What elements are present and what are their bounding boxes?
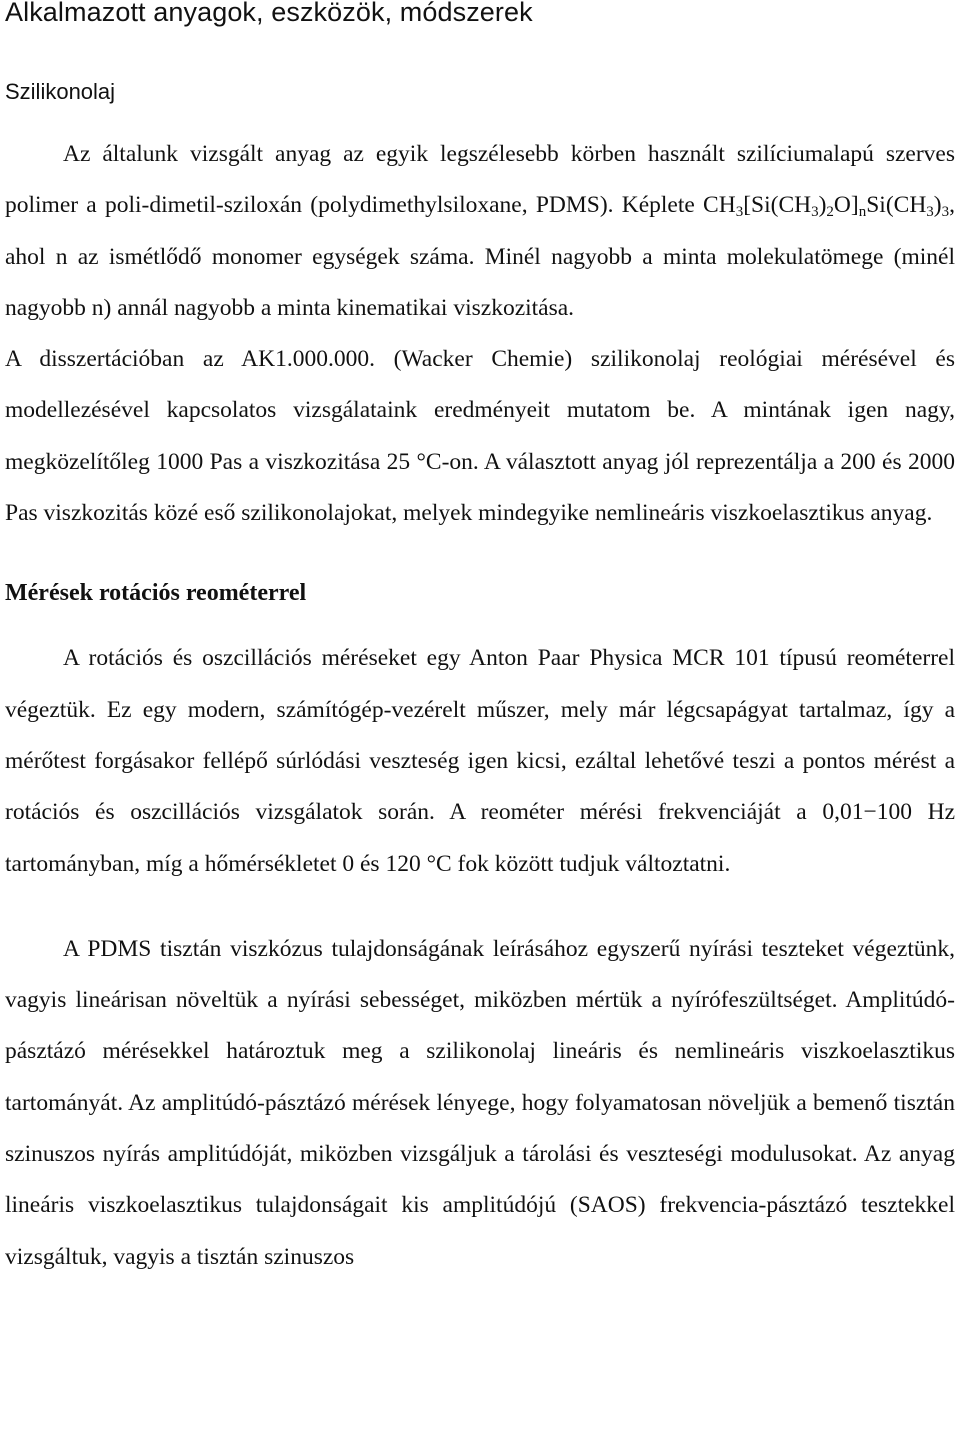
chapter-heading: Alkalmazott anyagok, eszközök, módszerek: [5, 0, 533, 27]
paragraph-sample-description: A disszertációban az AK1.000.000. (Wacker Chemie) szilikonolaj reológiai mérésével és modellezésével kapcsolatos vizsgálataink eredményeit mutatom be. A mintának igen nagy, megközelítőleg 1000 Pas a viszkozitása 25 °C-on. A választott anyag jól reprezentálja a 200 és 2000 Pas viszkozitás közé eső szilikonolajokat, melyek mindegyike nemlineáris viszkoelasztikus anyag.: [5, 346, 955, 527]
section-title-silicone-oil: Szilikonolaj: [5, 79, 116, 104]
paragraph-rheometer: A rotációs és oszcillációs méréseket egy Anton Paar Physica MCR 101 típusú reométerrel végeztük. Ez egy modern, számítógép-vezérelt műszer, mely már légcsapágyat tartalmaz, így a mérőtest forgásakor fellépő súrlódási veszteség igen kicsi, ezáltal lehetővé teszi a pontos mérést a rotációs és oszcillációs vizsgálatok során. A reométer mérési frekvenciáját a 0,01−100 Hz tartományban, míg a hőmérsékletet 0 és 120 °C fok között tudjuk változtatni.: [5, 645, 955, 877]
paragraph-shear-tests: A PDMS tisztán viszkózus tulajdonságának leírásához egyszerű nyírási teszteket végeztünk, vagyis lineárisan növeltük a nyírási sebességet, miközben mértük a nyírófeszültséget. Amplitúdó-pásztázó mérésekkel határoztuk meg a szilikonolaj lineáris és nemlineáris viszkoelasztikus tartományát. Az amplitúdó-pásztázó mérések lényege, hogy folyamatosan növeljük a bemenő tisztán szinuszos nyírás amplitúdóját, miközben vizsgáljuk a tárolási és veszteségi modulusokat. Az anyag lineáris viszkoelasztikus tulajdonságait kis amplitúdójú (SAOS) frekvencia-pásztázó tesztekkel vizsgáltuk, vagyis a tisztán szinuszos: [5, 935, 955, 1270]
paragraph-pdms-description: Az általunk vizsgált anyag az egyik legszélesebb körben használt szilíciumalapú szerves polimer a poli-dimetil-sziloxán (polydimethylsiloxane, PDMS). Képlete $CH_3[Si(CH_3)_2O]_nSi(CH_3)_3$, ahol n az ismétlődő monomer egységek száma. Minél nagyobb a minta molekulatömege (minél nagyobb n) annál nagyobb a minta kinematikai viszkozitása.: [5, 141, 955, 321]
section-title-rotational-rheometer: Mérések rotációs reométerrel: [5, 580, 307, 607]
document-page: [5, 0, 955, 1283]
